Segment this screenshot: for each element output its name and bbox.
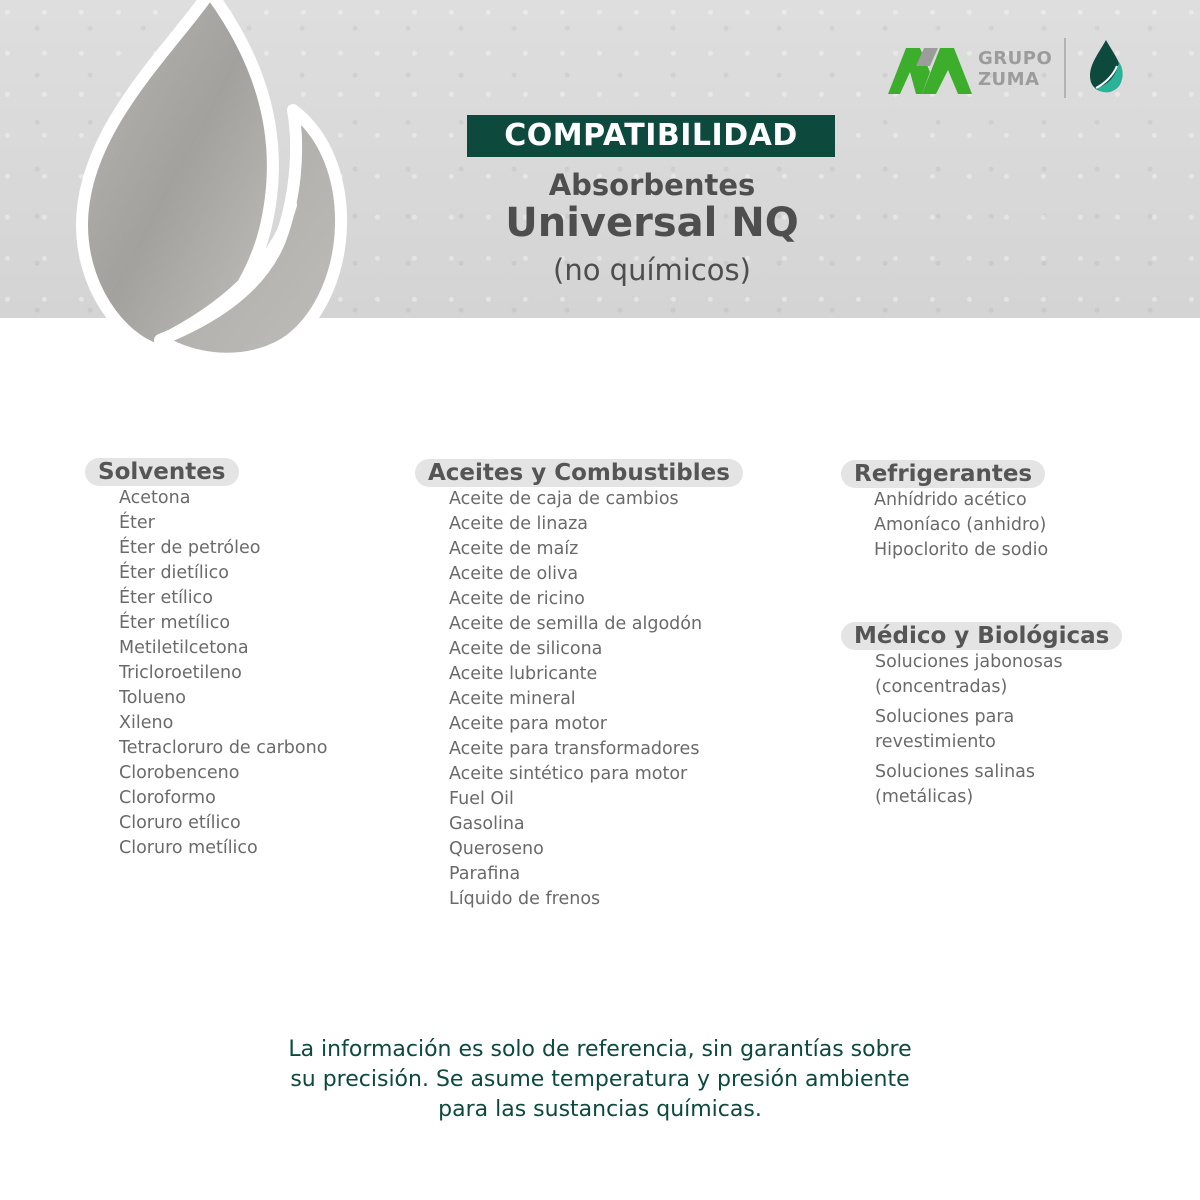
disclaimer-line-2: su precisión. Se asume temperatura y presión ambiente <box>290 1067 910 1092</box>
logo-divider <box>1064 38 1066 98</box>
substance-list <box>874 488 1048 563</box>
list-item: Amoníaco (anhidro) <box>874 515 1047 535</box>
column-refrigerantes <box>841 460 1048 563</box>
list-item: Aceite lubricante <box>449 664 598 684</box>
list-item: Queroseno <box>449 839 544 859</box>
list-item: Éter dietílico <box>119 563 229 583</box>
list-item: Soluciones jabonosas (concentradas) <box>875 652 1063 697</box>
list-item: Tricloroetileno <box>119 663 242 683</box>
column-medico-biologicas <box>841 622 1122 815</box>
list-item: Líquido de frenos <box>449 889 601 909</box>
list-item: Aceite de maíz <box>449 539 579 559</box>
logo-line-2: ZUMA <box>978 69 1040 90</box>
list-item: Aceite mineral <box>449 689 576 709</box>
disclaimer-line-3: para las sustancias químicas. <box>438 1097 762 1122</box>
list-item: Éter metílico <box>119 613 231 633</box>
list-item: Aceite de silicona <box>449 639 603 659</box>
green-drop-icon <box>1086 38 1126 94</box>
list-item: Aceite de oliva <box>449 564 579 584</box>
list-item: Anhídrido acético <box>874 490 1027 510</box>
column-aceites-combustibles <box>415 459 743 912</box>
list-item: Xileno <box>119 713 174 733</box>
list-item: Cloruro etílico <box>119 813 241 833</box>
drop-leaf-illustration <box>60 0 360 380</box>
substance-list <box>449 487 743 912</box>
list-item: Metiletilcetona <box>119 638 249 658</box>
list-item: Soluciones para revestimiento <box>875 707 1015 752</box>
logo-line-1: GRUPO <box>978 48 1053 69</box>
compatibility-badge: COMPATIBILIDAD <box>467 115 835 157</box>
list-item: Hipoclorito de sodio <box>874 540 1049 560</box>
list-item: Aceite para motor <box>449 714 607 734</box>
substance-list <box>875 650 1105 810</box>
category-title: Refrigerantes <box>841 460 1045 488</box>
zuma-m-icon <box>886 44 974 96</box>
list-item: Soluciones salinas (metálicas) <box>875 762 1035 807</box>
list-item: Aceite para transformadores <box>449 739 700 759</box>
column-solventes <box>85 458 327 861</box>
list-item: Tetracloruro de carbono <box>119 738 328 758</box>
list-item: Parafina <box>449 864 521 884</box>
list-item: Aceite de semilla de algodón <box>449 614 703 634</box>
list-item: Fuel Oil <box>449 789 514 809</box>
list-item: Aceite de caja de cambios <box>449 489 679 509</box>
product-line-1: Absorbentes <box>548 168 756 202</box>
list-item: Aceite de linaza <box>449 514 588 534</box>
list-item: Éter etílico <box>119 588 213 608</box>
list-item: Clorobenceno <box>119 763 240 783</box>
product-subtitle: (no químicos) <box>553 253 751 287</box>
list-item: Cloruro metílico <box>119 838 258 858</box>
list-item: Gasolina <box>449 814 525 834</box>
list-item: Aceite sintético para motor <box>449 764 688 784</box>
disclaimer <box>200 1035 1000 1125</box>
substance-list <box>119 486 327 861</box>
list-item: Cloroformo <box>119 788 216 808</box>
category-title: Médico y Biológicas <box>841 622 1122 650</box>
disclaimer-line-1: La información es solo de referencia, sin garantías sobre <box>288 1037 912 1062</box>
category-title: Solventes <box>85 458 239 486</box>
list-item: Tolueno <box>119 688 186 708</box>
list-item: Éter <box>119 513 155 533</box>
category-title: Aceites y Combustibles <box>415 459 743 487</box>
logo-wordmark <box>978 48 1058 90</box>
drop-leaf-icon <box>60 0 360 380</box>
product-name: Universal NQ <box>505 200 799 246</box>
list-item: Éter de petróleo <box>119 538 261 558</box>
list-item: Acetona <box>119 488 191 508</box>
list-item: Aceite de ricino <box>449 589 585 609</box>
grupo-zuma-logo <box>886 38 1136 102</box>
